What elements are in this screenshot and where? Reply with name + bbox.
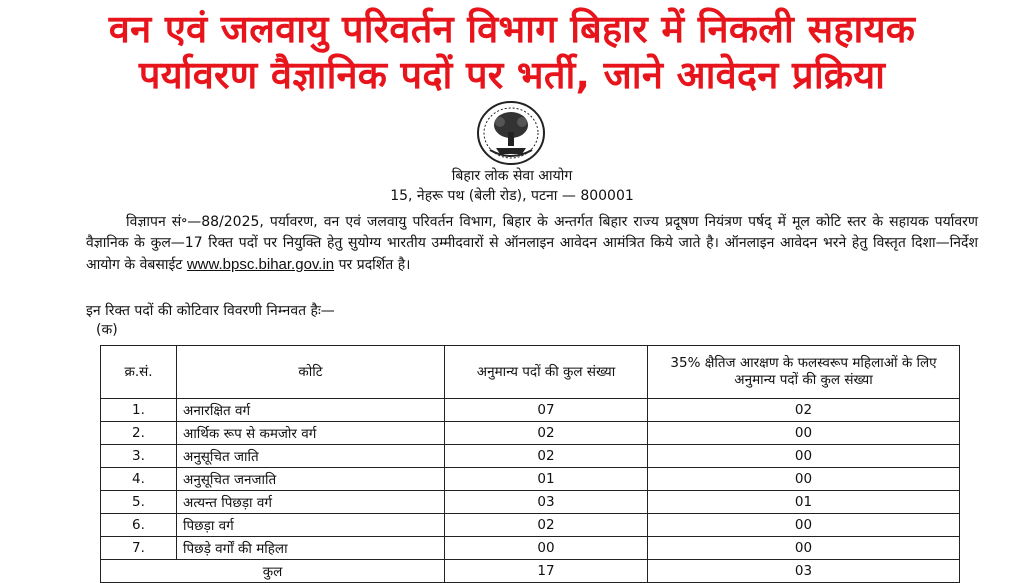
table-row [101, 399, 960, 422]
table-total-row [101, 560, 960, 583]
row-women: 02 [648, 399, 960, 422]
row-women: 00 [648, 537, 960, 560]
row-posts: 01 [445, 468, 648, 491]
organization-name: बिहार लोक सेवा आयोग [451, 168, 573, 184]
header-category: कोटि [177, 346, 445, 399]
table-row [101, 468, 960, 491]
row-category: अनुसूचित जाति [177, 445, 445, 468]
header-serial: क्र.सं. [101, 346, 177, 399]
section-marker: (क) [96, 322, 118, 338]
row-serial: 1. [101, 399, 177, 422]
row-posts: 02 [445, 514, 648, 537]
row-women: 00 [648, 445, 960, 468]
row-category: अत्यन्त पिछड़ा वर्ग [177, 491, 445, 514]
row-posts: 07 [445, 399, 648, 422]
table-row [101, 537, 960, 560]
notice-suffix: पर प्रदर्शित है। [338, 257, 411, 273]
advertisement-notice [86, 212, 978, 276]
vacancy-table [100, 345, 960, 583]
row-women: 00 [648, 468, 960, 491]
row-serial: 5. [101, 491, 177, 514]
headline-line-2: पर्यावरण वैज्ञानिक पदों पर भर्ती, जाने आवेदन प्रक्रिया [138, 53, 886, 97]
total-label: कुल [101, 560, 445, 583]
bihar-bodhi-tree-seal-icon [476, 100, 546, 166]
website-link[interactable]: www.bpsc.bihar.gov.in [186, 256, 335, 273]
organization-address: 15, नेहरू पथ (बेली रोड), पटना — 800001 [390, 188, 634, 204]
row-category: अनारक्षित वर्ग [177, 399, 445, 422]
table-row [101, 445, 960, 468]
row-posts: 03 [445, 491, 648, 514]
row-women: 00 [648, 422, 960, 445]
row-women: 01 [648, 491, 960, 514]
row-posts: 00 [445, 537, 648, 560]
table-row [101, 422, 960, 445]
header-women: 35% क्षैतिज आरक्षण के फलस्वरूप महिलाओं के लिए अनुमान्य पदों की कुल संख्या [648, 346, 960, 399]
row-category: पिछड़ा वर्ग [177, 514, 445, 537]
total-women: 03 [648, 560, 960, 583]
row-serial: 4. [101, 468, 177, 491]
row-serial: 2. [101, 422, 177, 445]
notice-text: विज्ञापन सं॰—88/2025, पर्यावरण, वन एवं जलवायु परिवर्तन विभाग, बिहार के अन्तर्गत बिहार राज्य प्रदूषण नियंत्रण पर्षद् में मूल कोटि स्तर के सहायक पर्यावरण वैज्ञानिक के कुल—17 रिक्त पदों पर नियुक्ति हेतु सुयोग्य भारतीय उम्मीदवारों से ऑनलाइन आवेदन आमंत्रित किये जाते है। ऑनलाइन आवेदन भरने हेतु विस्तृत दिशा—निर्देश आयोग के वेबसाईट [86, 214, 978, 273]
table-intro: इन रिक्त पदों की कोटिवार विवरणी निम्नवत हैः— [86, 303, 335, 319]
row-category: पिछड़े वर्गों की महिला [177, 537, 445, 560]
headline-line-1: वन एवं जलवायु परिवर्तन विभाग बिहार में निकली सहायक [108, 7, 916, 51]
row-category: अनुसूचित जनजाति [177, 468, 445, 491]
row-posts: 02 [445, 422, 648, 445]
row-serial: 7. [101, 537, 177, 560]
headline [0, 6, 1024, 98]
row-serial: 3. [101, 445, 177, 468]
row-category: आर्थिक रूप से कमजोर वर्ग [177, 422, 445, 445]
table-header-row [101, 346, 960, 399]
row-posts: 02 [445, 445, 648, 468]
header-posts: अनुमान्य पदों की कुल संख्या [445, 346, 648, 399]
table-row [101, 514, 960, 537]
table-row [101, 491, 960, 514]
total-posts: 17 [445, 560, 648, 583]
row-women: 00 [648, 514, 960, 537]
row-serial: 6. [101, 514, 177, 537]
